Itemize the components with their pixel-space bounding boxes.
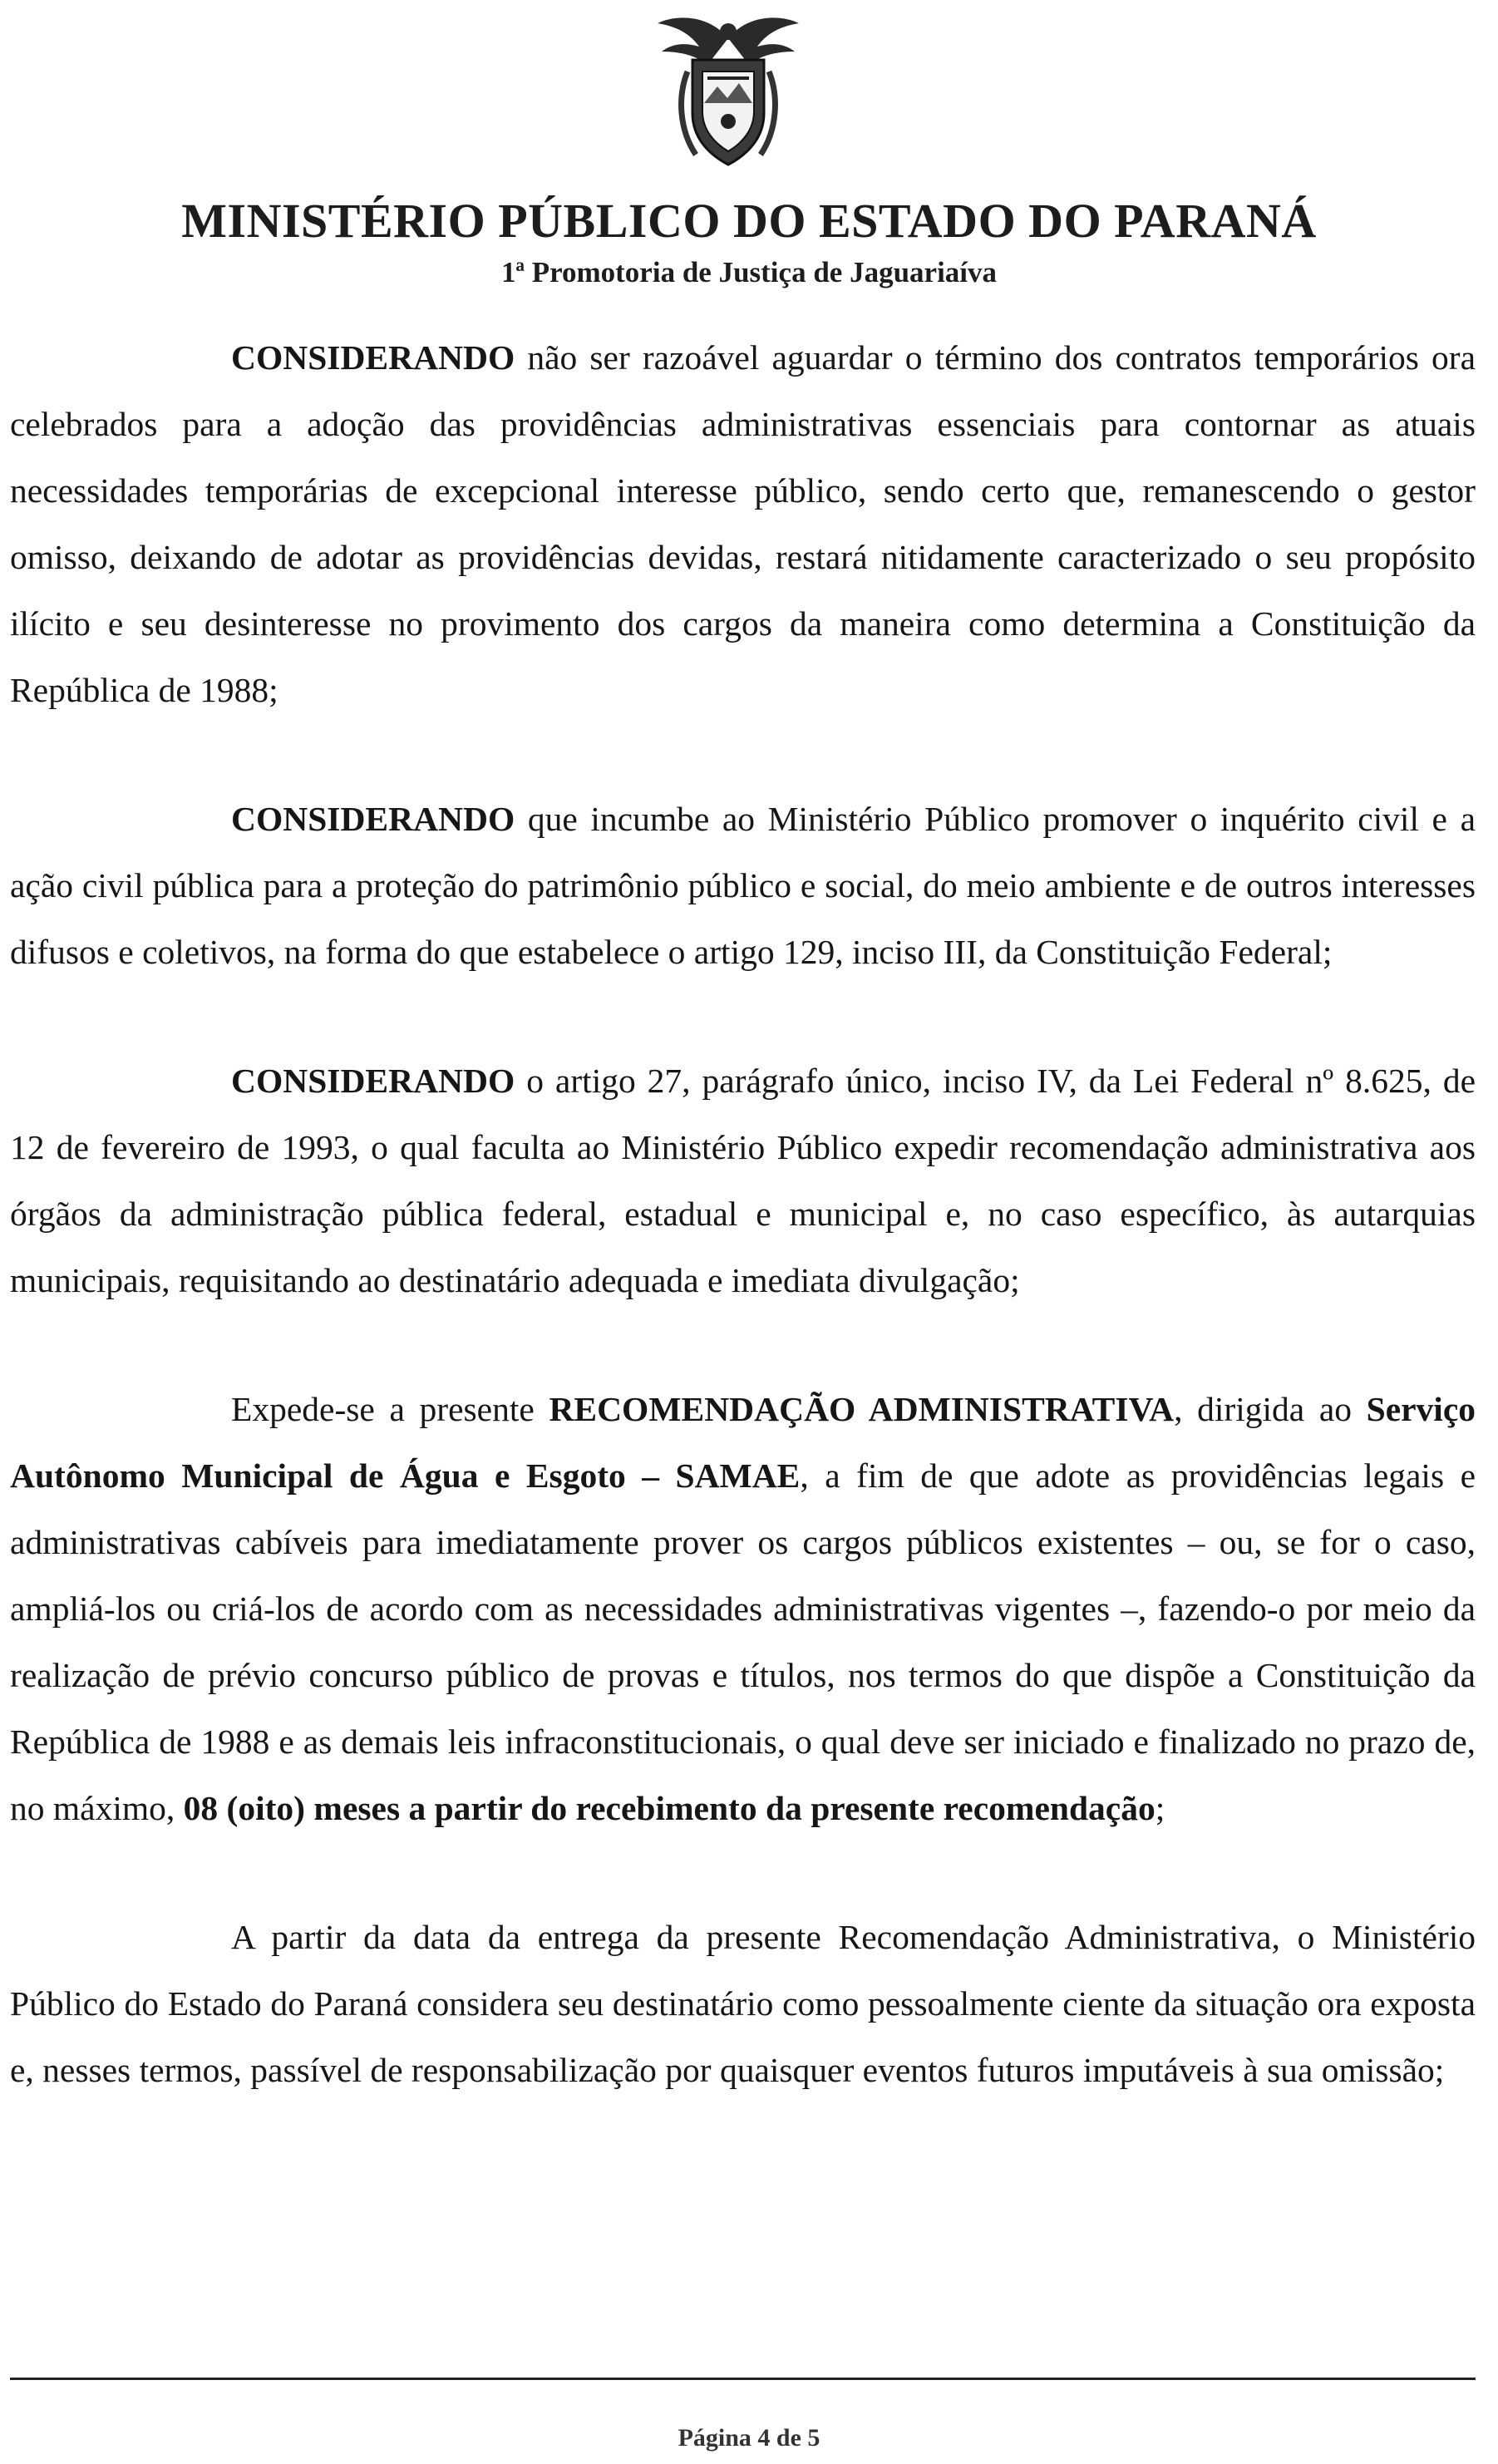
document-body (10, 324, 1476, 2103)
paragraph-lead: CONSIDERANDO (231, 338, 515, 377)
paragraph-text: , dirigida ao (1174, 1390, 1367, 1428)
paragraph-emphasis: RECOMENDAÇÃO ADMINISTRATIVA (549, 1390, 1175, 1428)
paragraph-text: A partir da data da entrega da presente Recomendação Administrativa, o Ministério Público do Estado do Paraná considera seu destinatário como pessoalmente ciente da situação ora exposta e, nesses termos, passível de responsabilização por quaisquer eventos futuros imputáveis à sua omissão; (10, 1918, 1476, 2089)
paragraph-recomendacao (10, 1376, 1476, 1841)
paragraph-emphasis: Serviço Autônomo Municipal de Água e Esgoto – SAMAE (10, 1390, 1476, 1495)
paragraph-text: o artigo 27, parágrafo único, inciso IV, da Lei Federal nº 8.625, de 12 de fevereiro de 1993, o qual faculta ao Ministério Público expedir recomendação administrativa aos órgãos da administração pública federal, estadual e municipal e, no caso específico, às autarquias municipais, requisitando ao destinatário adequada e imediata divulgação; (10, 1062, 1476, 1299)
paragraph-considerando-1 (10, 324, 1476, 723)
paragraph-text: Expede-se a presente (231, 1390, 549, 1428)
paragraph-text: , a fim de que adote as providências legais e administrativas cabíveis para imediatamente prover os cargos públicos existentes – ou, se for o caso, ampliá-los ou criá-los de acordo com as necessidades administrativas vigentes –, fazendo-o por meio da realização de prévio concurso público de provas e títulos, nos termos do que dispõe a Constituição da República de 1988 e as demais leis infraconstitucionais, o qual deve ser iniciado e finalizado no prazo de, no máximo, (10, 1456, 1476, 1827)
paragraph-text: não ser razoável aguardar o término dos contratos temporários ora celebrados para a adoção das providências administrativas essenciais para contornar as atuais necessidades temporárias de excepcional interesse público, sendo certo que, remanescendo o gestor omisso, deixando de adotar as providências devidas, restará nitidamente caracterizado o seu propósito ilícito e seu desinteresse no provimento dos cargos da maneira como determina a Constituição da República de 1988; (10, 338, 1476, 709)
page-number: Página 4 de 5 (678, 2424, 820, 2452)
paragraph-considerando-2 (10, 786, 1476, 985)
paragraph-lead: CONSIDERANDO (231, 1062, 515, 1100)
parana-coat-of-arms-icon (641, 5, 816, 180)
paragraph-text: ; (1155, 1789, 1165, 1827)
paragraph-emphasis: 08 (oito) meses a partir do recebimento da presente recomendação (183, 1789, 1156, 1827)
paragraph-text: que incumbe ao Ministério Público promover o inquérito civil e a ação civil pública para a proteção do patrimônio público e social, do meio ambiente e de outros interesses difusos e coletivos, na forma do que estabelece o artigo 129, inciso III, da Constituição Federal; (10, 800, 1476, 971)
footer-divider (10, 2378, 1476, 2380)
paragraph-lead: CONSIDERANDO (231, 800, 515, 838)
page-subtitle: 1ª Promotoria de Justiça de Jaguariaíva (500, 256, 998, 288)
paragraph-a-partir (10, 1904, 1476, 2103)
page-title: MINISTÉRIO PÚBLICO DO ESTADO DO PARANÁ (181, 194, 1317, 248)
paragraph-considerando-3 (10, 1047, 1476, 1313)
